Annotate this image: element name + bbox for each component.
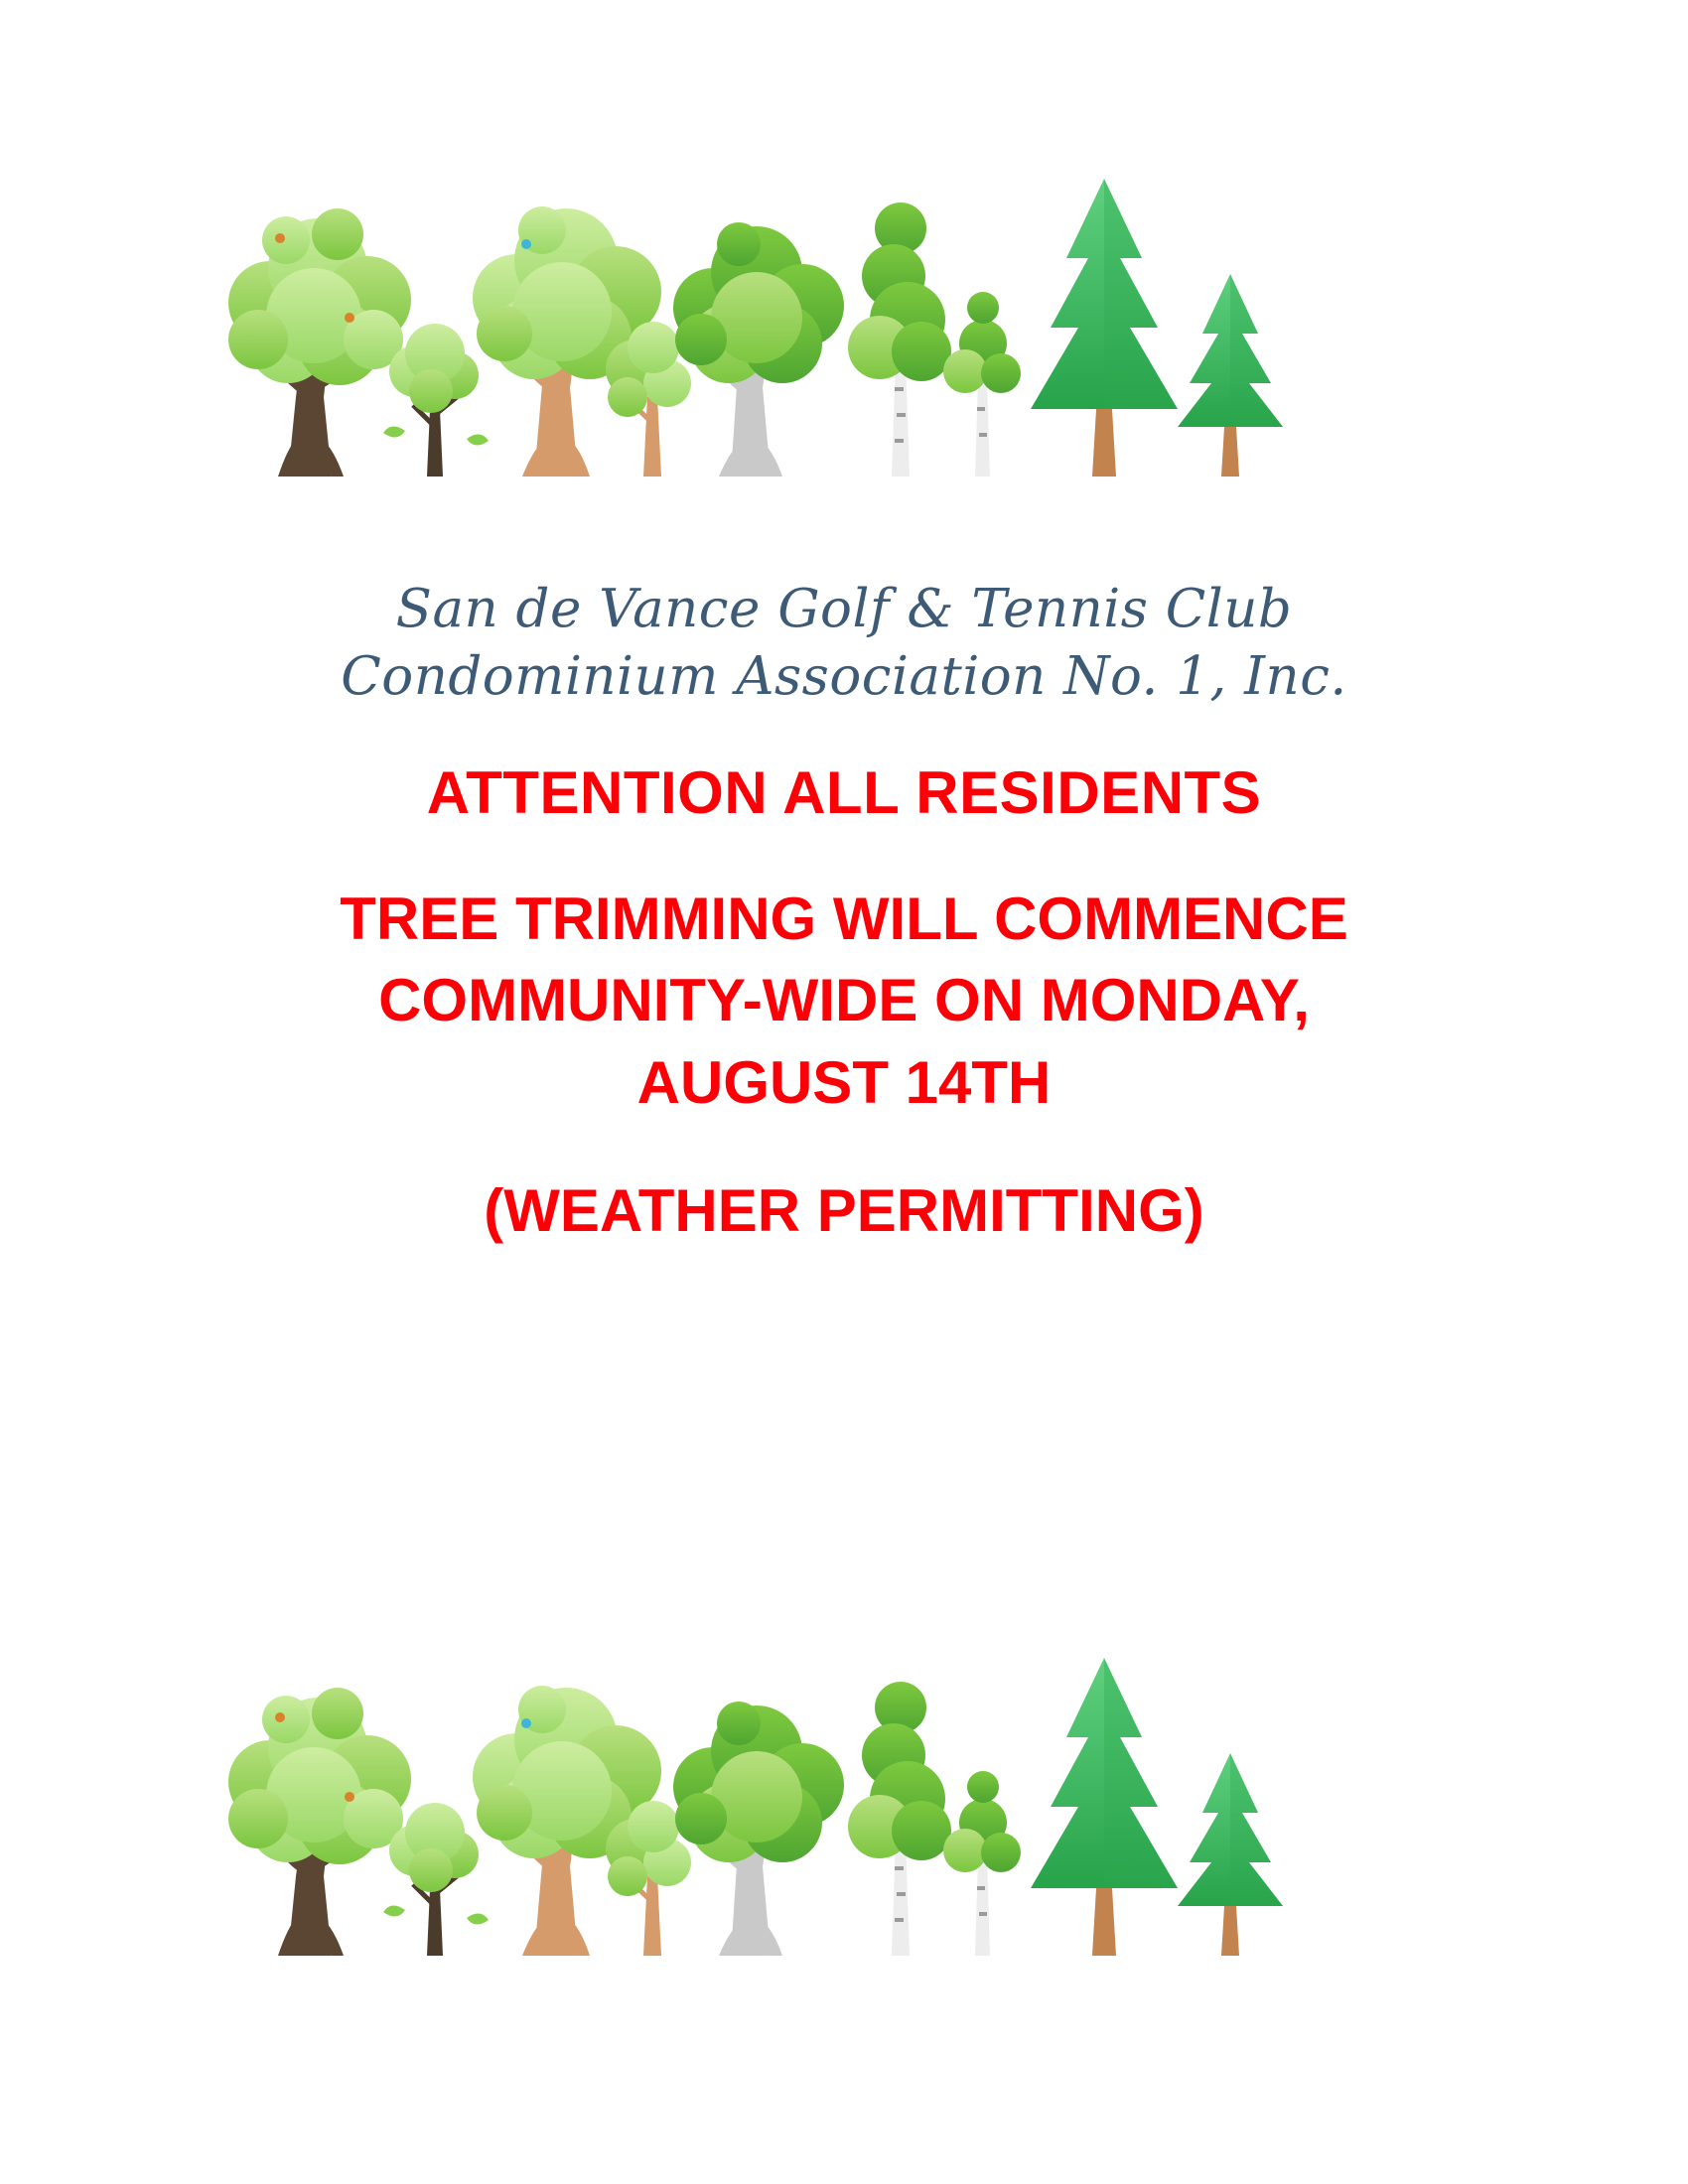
bottom-tree-illustration [218, 1628, 1470, 1966]
small-pine-icon [1178, 274, 1283, 477]
notice-line-2: COMMUNITY-WIDE ON MONDAY, [378, 967, 1310, 1034]
club-name-line-2: Condominium Association No. 1, Inc. [341, 645, 1347, 707]
oak-tree-icon [228, 1688, 411, 1956]
grey-trunk-tree-icon [673, 222, 844, 477]
grey-trunk-tree-icon [673, 1702, 844, 1956]
club-name-line-1: San de Vance Golf & Tennis Club [395, 579, 1293, 639]
birch-tree-icon [848, 1682, 951, 1956]
pine-tree-icon [1031, 179, 1178, 477]
pine-tree-icon [1031, 1658, 1178, 1956]
weather-note: (WEATHER PERMITTING) [484, 1177, 1204, 1245]
notice-line-3: AUGUST 14TH [636, 1049, 1052, 1117]
club-name-heading [341, 576, 1346, 711]
notice-line-1: TREE TRIMMING WILL COMMENCE [340, 885, 1348, 952]
small-pine-icon [1178, 1753, 1283, 1956]
tree-row-icon [218, 1628, 1470, 1966]
top-tree-illustration [218, 149, 1470, 486]
notice-body [184, 879, 1504, 1125]
small-birch-icon [943, 292, 1021, 477]
tree-row-icon [218, 149, 1470, 486]
birch-tree-icon [848, 203, 951, 477]
attention-heading: ATTENTION ALL RESIDENTS [426, 758, 1262, 826]
oak-tree-icon [228, 208, 411, 477]
small-birch-icon [943, 1771, 1021, 1956]
